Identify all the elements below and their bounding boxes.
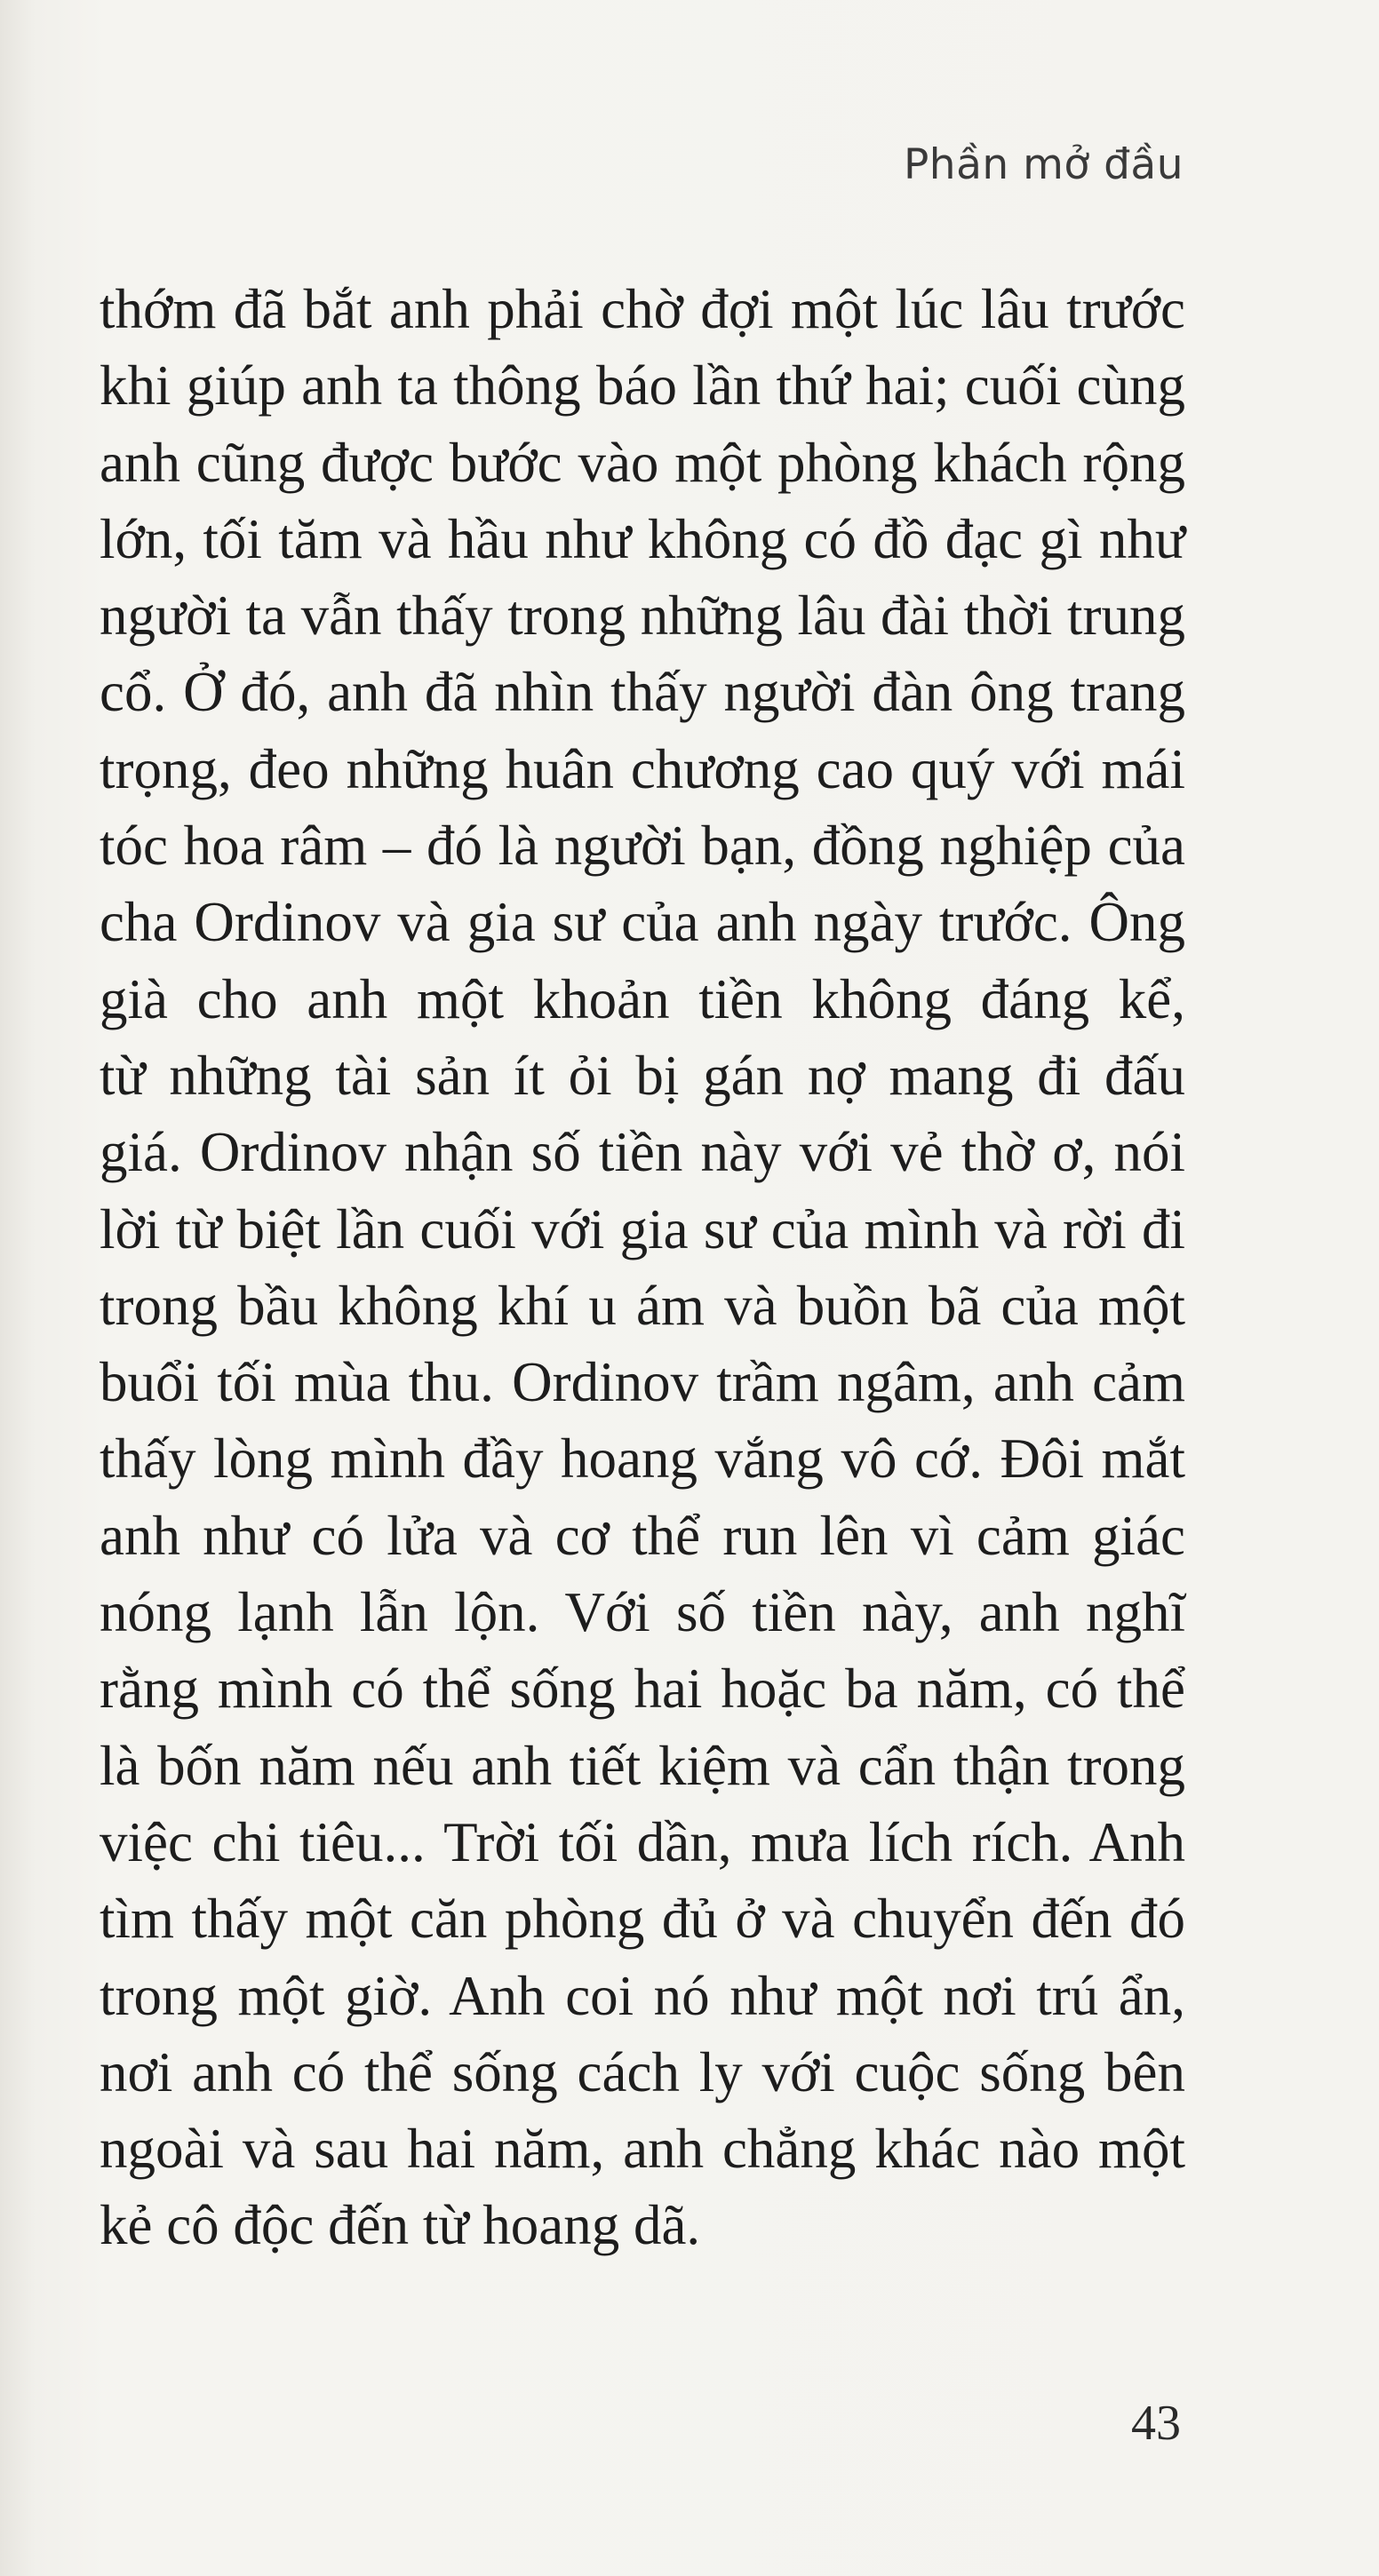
text-line: tìm thấy một căn phòng đủ ở và chuyển đến đó (100, 1888, 1185, 1951)
page-number: 43 (1131, 2396, 1181, 2451)
text-line: thấy lòng mình đầy hoang vắng vô cớ. Đôi mắt (100, 1427, 1185, 1491)
text-line: là bốn năm nếu anh tiết kiệm và cẩn thận trong (100, 1734, 1185, 1797)
text-line: trong bầu không khí u ám và buồn bã của một (100, 1274, 1185, 1337)
text-line: cổ. Ở đó, anh đã nhìn thấy người đàn ông trang (100, 661, 1185, 724)
text-line: từ những tài sản ít ỏi bị gán nợ mang đi đấu (100, 1044, 1185, 1107)
text-line: kẻ cô độc đến từ hoang dã. (100, 2194, 701, 2257)
text-line: lớn, tối tăm và hầu như không có đồ đạc gì như (100, 507, 1185, 570)
text-line: tóc hoa râm – đó là người bạn, đồng nghiệp của (100, 815, 1185, 878)
text-line: nóng lạnh lẫn lộn. Với số tiền này, anh nghĩ (100, 1581, 1185, 1644)
text-line: việc chi tiêu... Trời tối dần, mưa lích rích. Anh (100, 1810, 1185, 1873)
text-line: buổi tối mùa thu. Ordinov trầm ngâm, anh cảm (100, 1351, 1185, 1414)
text-line: già cho anh một khoản tiền không đáng kể, (100, 967, 1185, 1030)
text-line: trọng, đeo những huân chương cao quý với mái (100, 737, 1185, 800)
text-line: giá. Ordinov nhận số tiền này với vẻ thờ ơ, nói (100, 1121, 1185, 1184)
body-text (100, 271, 1185, 2264)
text-line: trong một giờ. Anh coi nó như một nơi trú ẩn, (100, 1964, 1185, 2027)
text-line: thớm đã bắt anh phải chờ đợi một lúc lâu trước (100, 278, 1185, 340)
text-line: lời từ biệt lần cuối với gia sư của mình và rời đi (100, 1197, 1185, 1260)
text-line: anh cũng được bước vào một phòng khách rộng (100, 431, 1185, 494)
running-head: Phần mở đầu (903, 140, 1184, 189)
text-line: cha Ordinov và gia sư của anh ngày trước. Ông (100, 891, 1185, 954)
text-line: rằng mình có thể sống hai hoặc ba năm, có thể (100, 1658, 1185, 1721)
text-line: anh như có lửa và cơ thể run lên vì cảm giác (100, 1504, 1185, 1567)
text-line: người ta vẫn thấy trong những lâu đài thời trung (100, 584, 1185, 648)
text-line: nơi anh có thể sống cách ly với cuộc sống bên (100, 2040, 1185, 2103)
text-line: khi giúp anh ta thông báo lần thứ hai; cuối cùng (100, 354, 1185, 417)
text-line: ngoài và sau hai năm, anh chẳng khác nào một (100, 2118, 1185, 2181)
